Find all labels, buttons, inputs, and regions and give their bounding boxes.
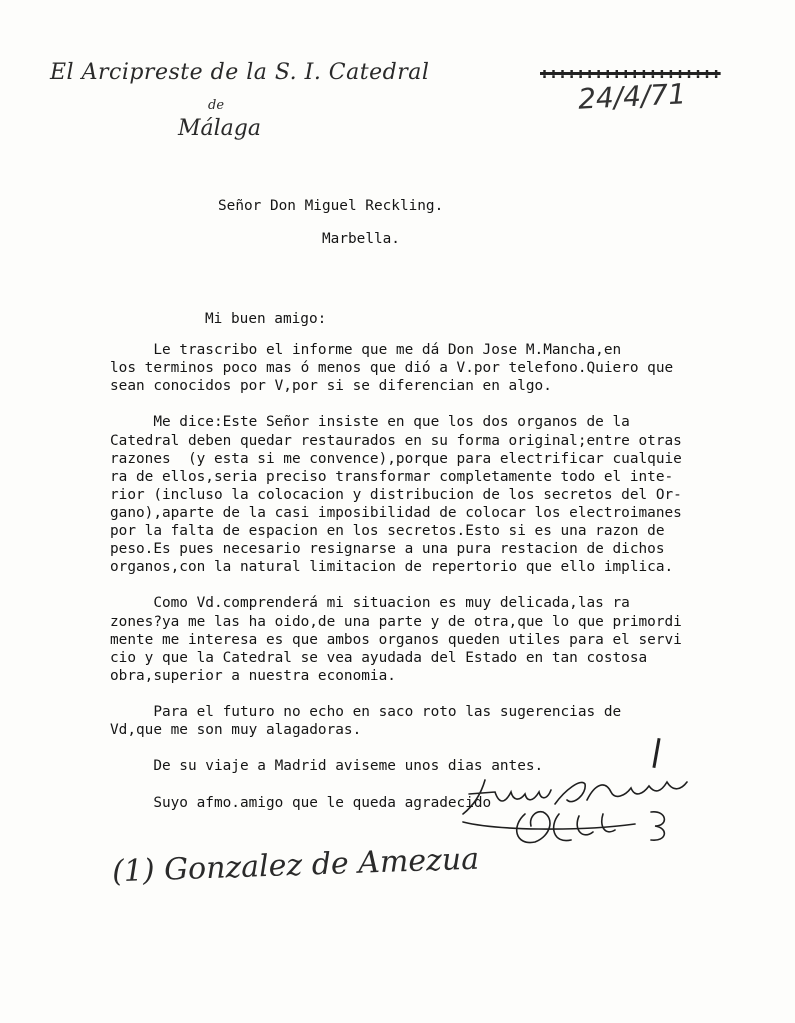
body-line: mente me interesa es que ambos organos queden utiles para el servi (110, 631, 682, 648)
handwritten-date: 24/4/71 (577, 77, 687, 116)
body-line: Como Vd.comprenderá mi situacion es muy delicada,las ra (110, 595, 630, 612)
letterhead-de: de (208, 98, 225, 113)
body-line: obra,superior a nuestra economia. (110, 667, 396, 684)
body-line: razones (y esta si me convence),porque para electrificar cualquie (110, 450, 682, 467)
recipient-name: Señor Don Miguel Reckling. (218, 198, 444, 214)
letterhead-city: Málaga (178, 116, 261, 141)
handwritten-note: (1) Gonzalez de Amezua (111, 841, 480, 890)
body-line: zones?ya me las ha oido,de una parte y de otra,que lo que primordi (110, 613, 682, 630)
body-line: por la falta de espacion en los secretos.Esto si es una razon de (110, 523, 665, 539)
body-line: Le trascribo el informe que me dá Don Jose M.Mancha,en (110, 342, 622, 358)
body-line: los terminos poco mas ó menos que dió a V.por telefono.Quiero que (110, 360, 674, 377)
body-line: peso.Es pues necesario resignarse a una pura restacion de dichos (110, 541, 665, 558)
salutation: Mi buen amigo: (205, 311, 327, 327)
body-line: cio y que la Catedral se vea ayudada del Estado en tan costosa (110, 649, 648, 666)
signature-stroke (652, 738, 660, 768)
body-line: Para el futuro no echo en saco roto las sugerencias de (110, 704, 622, 720)
body-line: rior (incluso la colocacion y distribucion de los secretos del Or- (110, 486, 682, 503)
body-line: organos,con la natural limitacion de repertorio que ello implica. (110, 559, 674, 576)
body-line: gano),aparte de la casi imposibilidad de colocar los electroimanes (110, 504, 682, 521)
recipient-city: Marbella. (322, 231, 400, 247)
body-line: De su viaje a Madrid aviseme unos dias antes. (110, 758, 544, 775)
body-line: Catedral deben quedar restaurados en su forma original;entre otras (110, 432, 682, 449)
struck-out-line: :::::::::::::::::::: (540, 64, 721, 82)
body-line: ra de ellos,seria preciso transformar completamente todo el inte- (110, 468, 674, 485)
body-line: Vd,que me son muy alagadoras. (110, 722, 362, 739)
body-line: sean conocidos por V,por si se diferencian en algo. (110, 378, 552, 395)
body-line: Suyo afmo.amigo que le queda agradecido (110, 794, 492, 811)
letterhead-title: El Arcipreste de la S. I. Catedral (50, 60, 430, 85)
body-line: Me dice:Este Señor insiste en que los dos organos de la (110, 414, 630, 431)
signature-image (455, 770, 700, 850)
